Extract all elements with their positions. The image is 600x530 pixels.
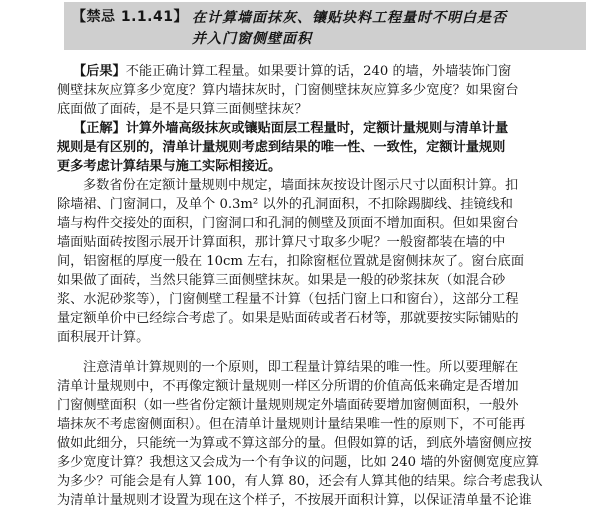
para2-line: 清单计量规则中，不再像定额计量规则一样区分所谓的价值高低来确定是否增加: [57, 379, 519, 394]
body-text: [57, 62, 597, 510]
taboo-tag: 【禁忌 1.1.41】: [72, 9, 188, 25]
para1-line: 除墙裙、门窗洞口，及单个 0.3m² 以外的孔洞面积，不扣除踢脚线、挂镜线和: [57, 197, 513, 212]
para1-line: 浆、水泥砂浆等），门窗侧壁工程量不计算（包括门窗上口和窗台），这部分工程: [57, 292, 519, 307]
para2-line: 为清单计量规则才设置为现在这个样子，不按展开面积计算，以保证清单量不论谁: [57, 493, 532, 508]
para2-line: 门窗侧壁面积（如一些省份定额计量规则规定外墙面砖要增加窗侧面积，一般外: [57, 398, 519, 413]
header-title-line-2: 并入门窗侧壁面积: [192, 31, 312, 47]
section-header: [64, 2, 586, 50]
consequence-line-1: 【后果】不能正确计算工程量。如果要计算的话，240 的墙，外墙装饰门窗: [73, 64, 512, 79]
header-title-line-1: 在计算墙面抹灰、镶贴块料工程量时不明白是否: [192, 10, 507, 26]
para1-line: 量定额单价中已经综合考虑了。如果是贴面砖或者石材等，那就要按实际铺贴的: [57, 311, 519, 326]
consequence-label: 【后果】: [73, 64, 126, 79]
para2-line: 为多少？可能会是有人算 100，有人算 80，还会有人算其他的结果。综合考虑我认: [57, 474, 543, 489]
solution-label: 【正解】: [73, 121, 126, 136]
para1-line: 面积展开计算。: [57, 330, 150, 345]
para1-line: 多数省份在定额计量规则中规定，墙面抹灰按设计图示尺寸以面积计算。扣: [83, 178, 519, 193]
para1-line: 墙与构件交接处的面积，门窗洞口和孔洞的侧壁及顶面不增加面积。但如果窗台: [57, 216, 519, 231]
solution-line-2: 规则是有区别的，清单计量规则考虑到结果的唯一性、一致性，定额计量规则: [57, 140, 506, 155]
para1-line: 如果做了面砖，当然只能算三面侧壁抹灰。如果是一般的砂浆抹灰（如混合砂: [57, 273, 506, 288]
paragraph-gap: [57, 347, 597, 358]
solution-line-1: 【正解】计算外墙高级抹灰或镶贴面层工程量时，定额计量规则与清单计量: [73, 121, 509, 136]
consequence-line-3: 底面做了面砖，是不是只算三面侧壁抹灰？: [57, 102, 308, 117]
para2-line: 做如此细分，只能统一为算或不算这部分的量。但假如算的话，到底外墙窗侧应按: [57, 436, 532, 451]
para1-line: 间，铝窗框的厚度一般在 10cm 左右，扣除窗框位置就是窗侧抹灰了。窗台底面: [57, 254, 525, 269]
para2-line: 注意清单计算规则的一个原则，即工程量计算结果的唯一性。所以要理解在: [83, 360, 519, 375]
para1-line: 墙面贴面砖按图示展开计算面积，那计算尺寸取多少呢？一般窗都装在墙的中: [57, 235, 506, 250]
solution-line-3: 更多考虑计算结果与施工实际相接近。: [57, 159, 282, 174]
para2-line: 墙抹灰不考虑窗侧面积）。但在清单计量规则计量结果唯一性的原则下，不可能再: [57, 417, 526, 432]
consequence-line-2: 侧壁抹灰应算多少宽度？算内墙抹灰时，门窗侧壁抹灰应算多少宽度？如果窗台: [57, 83, 519, 98]
para2-line: 多少宽度计算？我想这又会成为一个有争议的问题，比如 240 墙的外窗侧宽度应算: [57, 455, 539, 470]
